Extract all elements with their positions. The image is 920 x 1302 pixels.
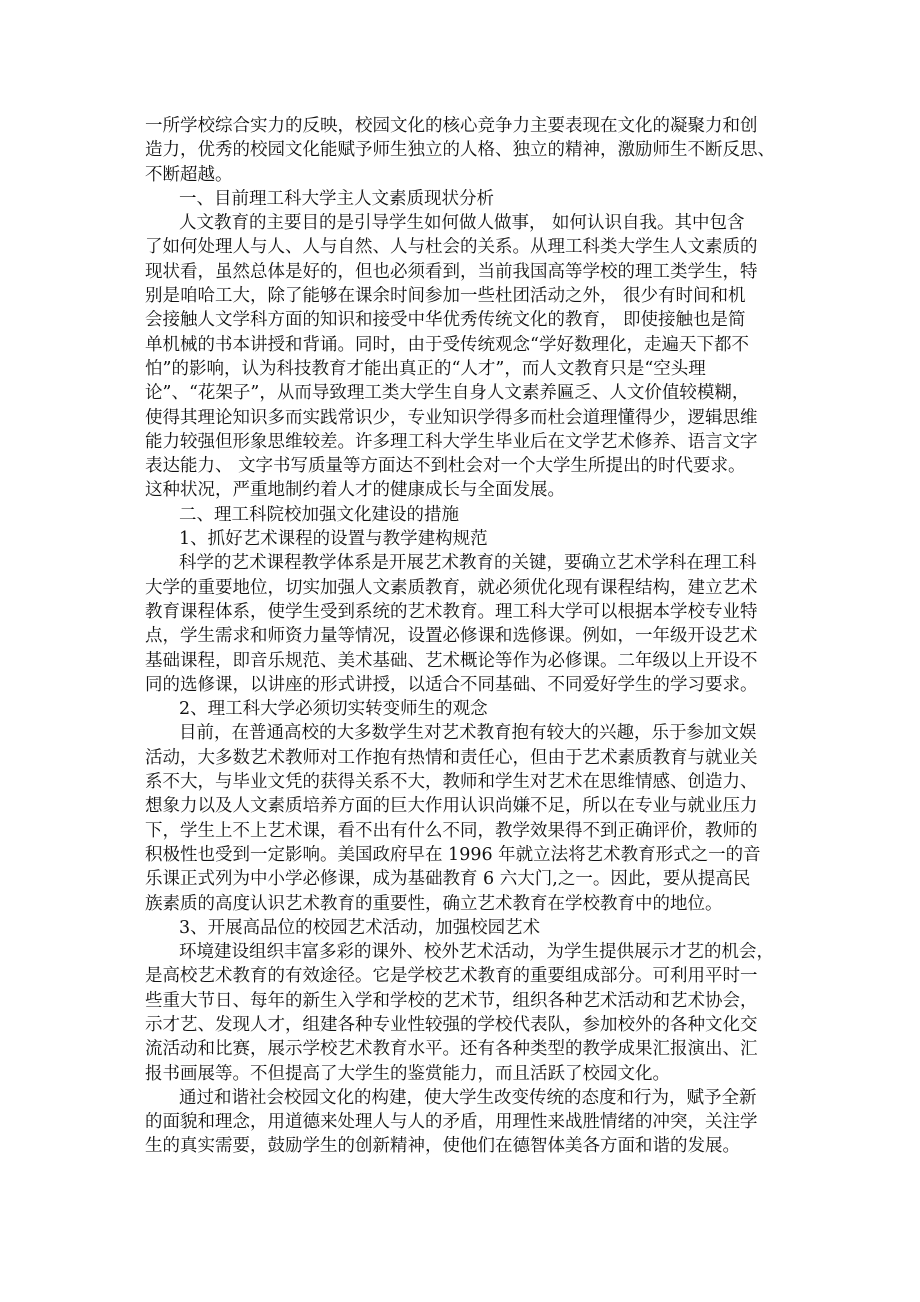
text-line: 生的真实需要，鼓励学生的创新精神，使他们在德智体美各方面和谐的发展。 xyxy=(145,1136,740,1157)
text-line: 二、理工科院校加强文化建设的措施 xyxy=(179,504,459,525)
document-page xyxy=(145,114,785,1159)
paragraph-heading-2-2 xyxy=(145,697,785,721)
text-line: 下，学生上不上艺术课，看不出有什么不同，教学效果得不到正确评价，教师的 xyxy=(145,820,758,841)
text-line: 别是咱哈工大，除了能够在课余时间参加一些杜团活动之外， 很少有时间和机 xyxy=(145,286,746,307)
text-line: 大学的重要地位，切实加强人文素质教育，就必须优化现有课程结构，建立艺术 xyxy=(145,577,758,598)
text-line: 基础课程，即音乐规范、美术基础、艺术概论等作为必修课。二年级以上开设不 xyxy=(145,650,758,671)
text-line: 表达能力、 文字书写质量等方面达不到杜会对一个大学生所提出的时代要求。 xyxy=(145,456,746,477)
paragraph-heading-2-1 xyxy=(145,527,785,551)
text-line: 会接触人文学科方面的知识和接受中华优秀传统文化的教育， 即使接触也是简 xyxy=(145,310,746,331)
paragraph-measure-1 xyxy=(145,551,785,697)
text-line: 能力较强但形象思维较差。许多理工科大学生毕业后在文学艺术修养、语言文字 xyxy=(145,431,758,452)
paragraph-measure-2 xyxy=(145,721,785,915)
paragraph-conclusion xyxy=(145,1086,785,1159)
text-line: 流活动和比赛，展示学校艺术教育水平。还有各种类型的教学成果汇报演出、汇 xyxy=(145,1039,758,1060)
text-line: 怕”的影响，认为科技教育才能出真正的“人才”，而人文教育只是“空头理 xyxy=(145,358,706,379)
text-line: 点，学生需求和师资力量等情况，设置必修课和选修课。例如，一年级开设艺术 xyxy=(145,626,758,647)
text-line: 想象力以及人文素质培养方面的巨大作用认识尚嫌不足，所以在专业与就业压力 xyxy=(145,796,758,817)
text-line: 积极性也受到一定影响。美国政府早在 1996 年就立法将艺术教育形式之一的音 xyxy=(145,844,761,865)
text-line: 了如何处理人与人、人与自然、人与杜会的关系。从理工科类大学生人文素质的 xyxy=(145,237,758,258)
text-line: 一、目前理工科大学主人文素质现状分析 xyxy=(179,188,494,209)
text-line: 一所学校综合实力的反映，校园文化的核心竞争力主要表现在文化的凝聚力和创 xyxy=(145,116,758,136)
text-line: 报书画展等。不但提高了大学生的鉴赏能力，而且活跃了校园文化。 xyxy=(145,1063,670,1084)
text-line: 这种状况，严重地制约着人才的健康成长与全面发展。 xyxy=(145,480,565,501)
text-line: 人文教育的主要目的是引导学生如何做人做事， 如何认识自我。其中包含 xyxy=(179,213,745,234)
text-line: 使得其理论知识多而实践常识少，专业知识学得多而杜会道理懂得少，逻辑思维 xyxy=(145,407,758,428)
text-line: 活动，大多数艺术教师对工作抱有热情和责任心，但由于艺术素质教育与就业关 xyxy=(145,747,758,768)
text-line: 乐课正式列为中小学必修课，成为基础教育 6 六大门,之一。因此，要从提高民 xyxy=(145,869,751,890)
text-line: 目前，在普通高校的大多数学生对艺术教育抱有较大的兴趣，乐于参加文娱 xyxy=(179,723,757,744)
paragraph-measure-3 xyxy=(145,940,785,1086)
text-line: 通过和谐社会校园文化的构建，使大学生改变传统的态度和行为，赋予全新 xyxy=(179,1087,757,1108)
text-line: 论”、“花架子”，从而导致理工类大学生自身人文素养匾乏、人文价值较模糊， xyxy=(145,383,750,404)
paragraph-heading-1 xyxy=(145,187,785,211)
text-line: 是高校艺术教育的有效途径。它是学校艺术教育的重要组成部分。可利用平时一 xyxy=(145,966,758,987)
text-line: 系不大，与毕业文凭的获得关系不大，教师和学生对艺术在思维情感、创造力、 xyxy=(145,772,758,793)
text-line: 现状看，虽然总体是好的，但也必须看到，当前我国高等学校的理工类学生，特 xyxy=(145,261,758,282)
paragraph-analysis xyxy=(145,211,785,503)
paragraph-heading-2-3 xyxy=(145,916,785,940)
paragraph-intro xyxy=(145,114,785,187)
text-line: 1、抓好艺术课程的设置与教学建构规范 xyxy=(179,529,488,550)
text-line: 科学的艺术课程教学体系是开展艺术教育的关键，要确立艺术学科在理工科 xyxy=(179,553,757,574)
text-line: 同的选修课，以讲座的形式讲授，以适合不同基础、不同爱好学生的学习要求。 xyxy=(145,674,758,695)
text-line: 些重大节日、每年的新生入学和学校的艺术节，组织各种艺术活动和艺术协会， xyxy=(145,990,758,1011)
text-line: 3、开展高品位的校园艺术活动，加强校园艺术 xyxy=(179,917,541,938)
paragraph-heading-2 xyxy=(145,503,785,527)
text-line: 2、理工科大学必须切实转变师生的观念 xyxy=(179,699,488,720)
text-line: 不断超越。 xyxy=(145,164,233,185)
text-line: 教育课程体系，使学生受到系统的艺术教育。理工科大学可以根据本学校专业特 xyxy=(145,601,758,622)
text-line: 的面貌和理念，用道德来处理人与人的矛盾，用理性来战胜情绪的冲突，关注学 xyxy=(145,1112,758,1133)
text-line: 造力，优秀的校园文化能赋予师生独立的人格、独立的精神，激励师生不断反思、 xyxy=(145,140,775,161)
text-line: 示才艺、发现人才，组建各种专业性较强的学校代表队，参加校外的各种文化交 xyxy=(145,1014,758,1035)
text-line: 族素质的高度认识艺术教育的重要性，确立艺术教育在学校教育中的地位。 xyxy=(145,893,723,914)
text-line: 单机械的书本讲授和背诵。同时，由于受传统观念“学好数理化，走遍天下都不 xyxy=(145,334,749,355)
text-line: 环境建设组织丰富多彩的课外、校外艺术活动，为学生提供展示才艺的机会， xyxy=(179,942,774,963)
